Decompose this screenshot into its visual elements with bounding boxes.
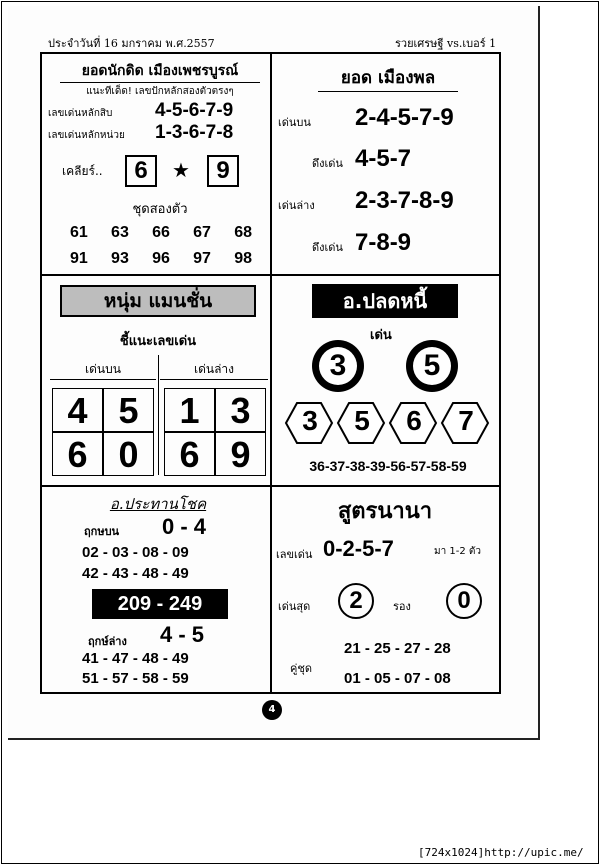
- panel6-row1-label: เลขเด่น: [276, 548, 313, 561]
- panel2-row3-value: 2-3-7-8-9: [355, 187, 454, 214]
- hex-digit: 5: [354, 405, 370, 436]
- star-icon: ★: [172, 158, 190, 182]
- panel5-bottom-row1: 41 - 47 - 48 - 49: [82, 650, 189, 667]
- set-number: 63: [111, 224, 129, 241]
- panel2-row2-value: 4-5-7: [355, 145, 412, 172]
- panel6-row1-suffix: มา 1-2 ตัว: [434, 546, 482, 557]
- panel3-top-label: เด่นบน: [50, 360, 156, 380]
- header-magazine: รวยเศรษฐี vs.เบอร์ 1: [395, 37, 497, 50]
- set-number: 96: [152, 250, 170, 267]
- set-number: 91: [70, 250, 88, 267]
- panel4-title: อ.ปลดหนี้: [312, 284, 458, 318]
- divider-vertical: [270, 52, 272, 694]
- digit-cell: 9: [215, 432, 266, 476]
- header-date: ประจำวันที่ 16 มกราคม พ.ศ.2557: [48, 37, 215, 50]
- set-number: 98: [234, 250, 252, 267]
- panel6-second-label: รอง: [393, 600, 411, 613]
- digit-cell: 6: [52, 432, 103, 476]
- digit-cell: 6: [164, 432, 215, 476]
- panel5-bottom-label: ฤกษ์ล่าง: [88, 635, 127, 648]
- panel5-bottom-value: 4 - 5: [160, 622, 205, 647]
- panel4-circle-1-digit: 3: [319, 347, 357, 385]
- panel5-range: 209 - 249: [92, 589, 228, 619]
- set-number: 66: [152, 224, 170, 241]
- panel2-row2-label: ดึงเด่น: [312, 157, 343, 170]
- panel1-row2-value: 1-3-6-7-8: [155, 122, 234, 143]
- hex-digit: 3: [302, 405, 318, 436]
- panel6-second-circle: 0: [446, 583, 482, 619]
- digit-cell: 1: [164, 388, 215, 432]
- digit-cell: 3: [215, 388, 266, 432]
- panel3-subtitle: ชี้แนะเลขเด่น: [119, 334, 197, 349]
- panel1-set-label: ชุดสองตัว: [132, 202, 188, 217]
- panel6-pairs-row2: 01 - 05 - 07 - 08: [344, 670, 451, 687]
- set-number: 68: [234, 224, 252, 241]
- panel5-top-value: 0 - 4: [162, 514, 207, 539]
- panel1-clear-label: เคลียร์..: [62, 164, 103, 178]
- panel5-top-row1: 02 - 03 - 08 - 09: [82, 544, 189, 561]
- digit-cell: 5: [103, 388, 154, 432]
- panel1-row2-label: เลขเด่นหลักหน่วย: [48, 130, 125, 141]
- panel2-row4-label: ดึงเด่น: [312, 241, 343, 254]
- panel1-row1-label: เลขเด่นหลักสิบ: [48, 108, 113, 119]
- page-number: 4: [262, 700, 282, 720]
- panel3-bottom-label: เด่นล่าง: [160, 360, 268, 380]
- hex-digit: 6: [406, 405, 422, 436]
- set-number: 97: [193, 250, 211, 267]
- panel4-circle-1: [312, 340, 364, 392]
- panel5-bottom-row2: 51 - 57 - 58 - 59: [82, 670, 189, 687]
- hex-digit: 7: [458, 405, 474, 436]
- panel5-top-label: ฤกษบน: [84, 525, 120, 538]
- panel3-title: หนุ่ม แมนชั่น: [60, 285, 256, 317]
- panel1-subtitle: แนะทีเด็ด! เลขปักหลักสองตัวตรงๆ: [86, 86, 234, 97]
- panel6-best-circle: 2: [338, 583, 374, 619]
- panel1-set-row2: [70, 250, 252, 268]
- footer-watermark: [724x1024]http://upic.me/: [418, 846, 584, 859]
- panel2-title: ยอด เมืองพล: [318, 64, 458, 92]
- panel5-top-row2: 42 - 43 - 48 - 49: [82, 565, 189, 582]
- panel6-pairs-label: คู่ชุด: [290, 662, 312, 675]
- panel4-circle-2-digit: 5: [413, 347, 451, 385]
- panel2-row3-label: เด่นล่าง: [278, 199, 315, 212]
- panel6-row1-value: 0-2-5-7: [323, 536, 394, 561]
- panel5-title: อ.ประทานโชค: [109, 495, 207, 513]
- set-number: 61: [70, 224, 88, 241]
- panel1-clear-box-b: 9: [207, 155, 239, 187]
- set-number: 93: [111, 250, 129, 267]
- panel4-label: เด่น: [370, 328, 392, 343]
- panel2-row1-value: 2-4-5-7-9: [355, 104, 454, 131]
- panel2-row4-value: 7-8-9: [355, 229, 412, 256]
- divider-horizontal-1: [40, 274, 501, 276]
- panel4-numbers: 36-37-38-39-56-57-58-59: [309, 458, 467, 474]
- digit-cell: 4: [52, 388, 103, 432]
- set-number: 67: [193, 224, 211, 241]
- panel1-row1-value: 4-5-6-7-9: [155, 100, 234, 121]
- panel6-pairs-row1: 21 - 25 - 27 - 28: [344, 640, 451, 657]
- panel4-circle-2: [406, 340, 458, 392]
- panel3-divider: [158, 355, 159, 475]
- panel6-title: สูตรนานา: [337, 499, 433, 524]
- panel1-set-row1: [70, 224, 252, 242]
- digit-cell: 0: [103, 432, 154, 476]
- divider-horizontal-2: [40, 485, 501, 487]
- panel1-clear-box-a: 6: [125, 155, 157, 187]
- panel1-title: ยอดนักดิด เมืองเพชรบูรณ์: [60, 60, 260, 83]
- panel6-best-label: เด่นสุด: [278, 600, 311, 613]
- panel2-row1-label: เด่นบน: [278, 116, 311, 129]
